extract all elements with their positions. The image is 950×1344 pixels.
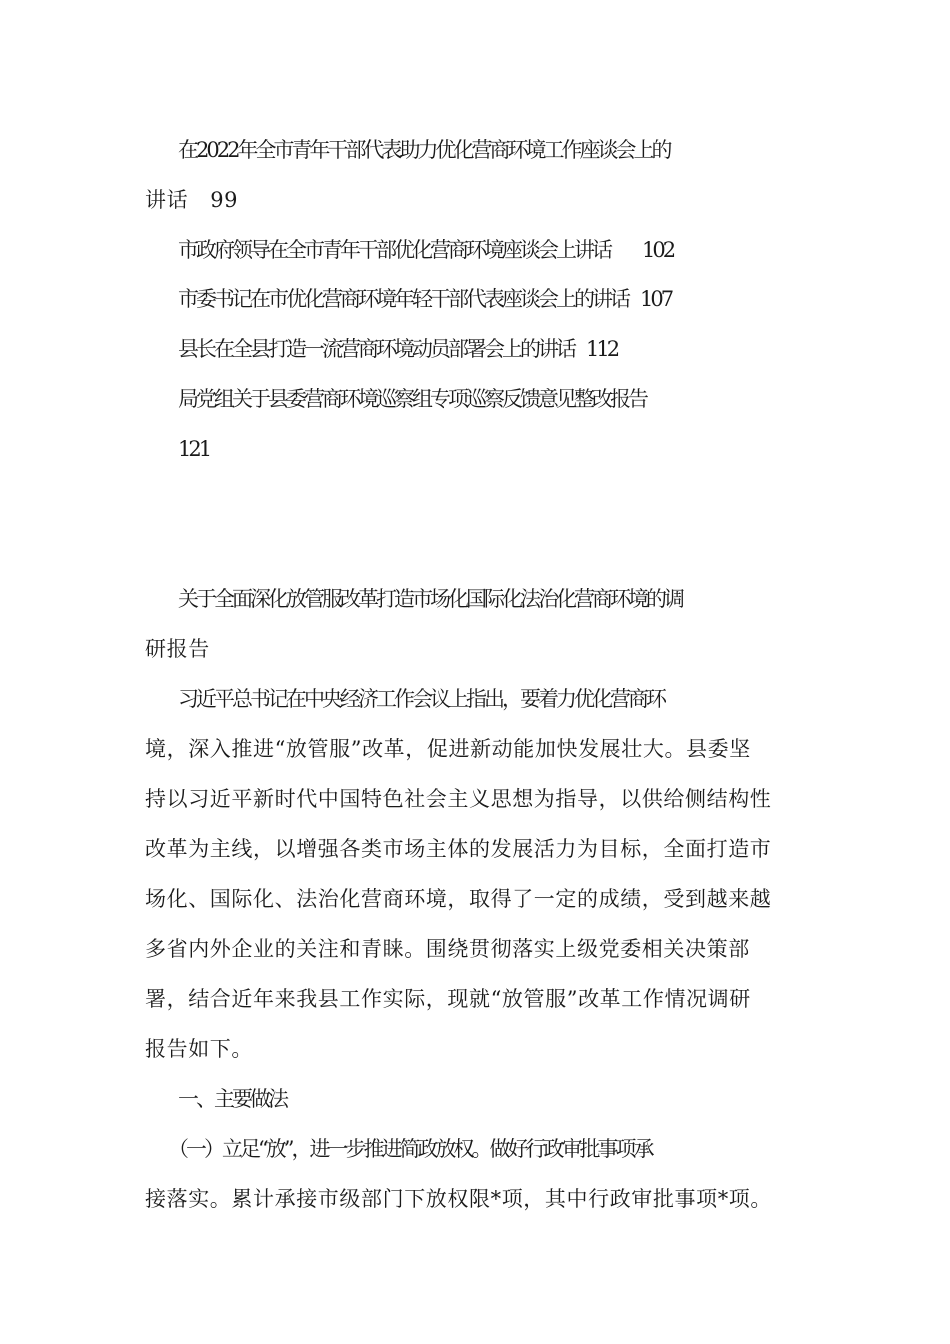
para1-line4: 改革为主线，以增强各类市场主体的发展活力为目标，全面打造市 bbox=[145, 837, 772, 861]
toc-entry-1-page: 99 bbox=[210, 188, 239, 212]
toc-entry-5-page: 121 bbox=[178, 437, 210, 461]
article-title-line1: 关于全面深化放管服改革打造市场化国际化法治化营商环境的调 bbox=[178, 587, 682, 611]
para1-line8: 报告如下。 bbox=[145, 1037, 253, 1061]
toc-entry-4-title: 县长在全县打造一流营商环境动员部署会上的讲话 bbox=[178, 337, 574, 361]
para1-line2: 境，深入推进“放管服”改革，促进新动能加快发展壮大。县委坚 bbox=[145, 737, 751, 761]
section-heading-1: 一、主要做法 bbox=[178, 1087, 286, 1111]
toc-entry-3-title: 市委书记在市优化营商环境年轻干部代表座谈会上的讲话 bbox=[178, 287, 628, 311]
toc-entry-1-line1 bbox=[178, 137, 848, 163]
toc-entry-2-title: 市政府领导在全市青年干部优化营商环境座谈会上讲话 bbox=[178, 238, 610, 262]
toc-entry-2-page: 102 bbox=[642, 238, 674, 262]
para1-line1: 习近平总书记在中央经济工作会议上指出，要着力优化营商环 bbox=[178, 687, 664, 711]
toc-entry-3-page: 107 bbox=[640, 287, 672, 311]
para2-line2: 接落实。累计承接市级部门下放权限*项，其中行政审批事项*项。 bbox=[145, 1187, 772, 1211]
toc-entry-5-title: 局党组关于县委营商环境巡察组专项巡察反馈意见整改报告 bbox=[178, 387, 646, 411]
toc-entry-3 bbox=[178, 286, 848, 312]
para1-line7: 署，结合近年来我县工作实际，现就“放管服”改革工作情况调研 bbox=[145, 987, 751, 1011]
toc-entry-1-title-cont: 讲话 bbox=[145, 188, 189, 212]
toc-entry-5 bbox=[178, 386, 848, 412]
toc-entry-1-title: 在2022年全市青年干部代表助力优化营商环境工作座谈会上的 bbox=[178, 138, 670, 162]
toc-entry-5-page-line bbox=[178, 436, 848, 462]
toc-entry-4-page: 112 bbox=[586, 337, 618, 361]
toc-entry-2 bbox=[178, 237, 848, 263]
toc-entry-1-line2 bbox=[145, 187, 815, 213]
para1-line5: 场化、国际化、法治化营商环境，取得了一定的成绩，受到越来越 bbox=[145, 887, 772, 911]
para1-line6: 多省内外企业的关注和青睐。围绕贯彻落实上级党委相关决策部 bbox=[145, 937, 750, 961]
para2-line1: （一）立足“放”，进一步推进简政放权。做好行政审批事项承 bbox=[168, 1137, 652, 1161]
toc-entry-4 bbox=[178, 336, 848, 362]
article-title-line2: 研报告 bbox=[145, 637, 210, 661]
para1-line3: 持以习近平新时代中国特色社会主义思想为指导，以供给侧结构性 bbox=[145, 787, 772, 811]
